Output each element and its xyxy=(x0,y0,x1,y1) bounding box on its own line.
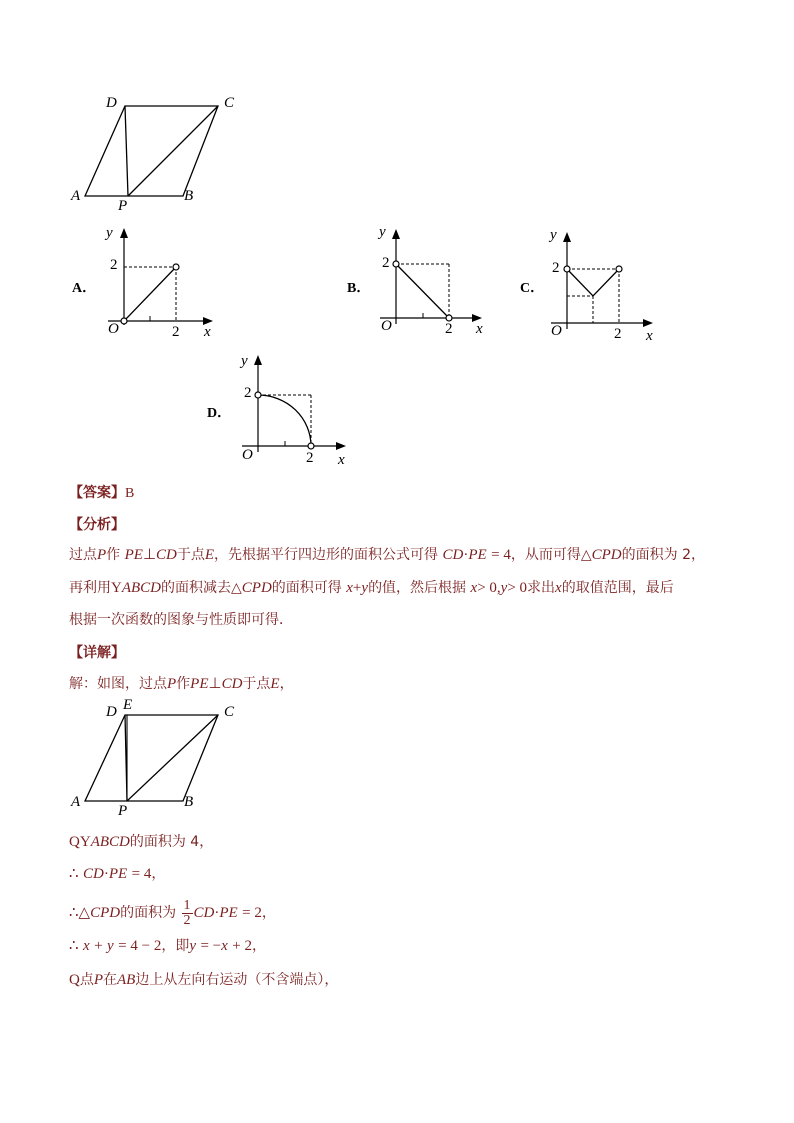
detail-step-1: QYABCD的面积为 4， xyxy=(69,834,214,850)
option-c-y-tick: 2 xyxy=(552,260,560,276)
option-d[interactable] xyxy=(205,350,365,470)
option-d-label: D． xyxy=(207,406,232,421)
detail-step-4: ∴ x + y = 4 − 2，即y = −x + 2， xyxy=(69,938,266,954)
label-a: A xyxy=(71,188,81,204)
fraction-one-half: $\frac{1}{2}$ xyxy=(183,897,191,928)
option-b-y-label: y xyxy=(379,224,386,240)
option-b-origin: O xyxy=(381,318,392,334)
option-d-origin: O xyxy=(242,447,253,463)
label-c2: C xyxy=(224,704,235,720)
option-c-y-label: y xyxy=(550,227,557,243)
option-b-x-tick: 2 xyxy=(445,321,453,337)
label-e2: E xyxy=(123,697,133,713)
option-a-y-label: y xyxy=(106,225,113,241)
option-c-origin: O xyxy=(551,323,562,339)
detail-step-2: ∴ CD·PE = 4， xyxy=(69,866,166,882)
analysis-line-3: 根据一次函数的图象与性质即可得． xyxy=(69,612,293,628)
analysis-tag: 【分析】 xyxy=(69,517,125,533)
detail-step-5: Q点P在AB边上从左向右运动（不含端点）， xyxy=(69,972,339,988)
option-d-y-label: y xyxy=(241,353,248,369)
answer-tag: 【答案】 xyxy=(69,485,125,501)
label-d: D xyxy=(106,95,117,111)
option-d-x-label: x xyxy=(338,452,345,468)
figure-parallelogram xyxy=(60,90,260,220)
label-a2: A xyxy=(71,794,81,810)
option-b-x-label: x xyxy=(476,321,483,337)
figure-parallelogram-with-e xyxy=(60,698,260,828)
analysis-line-1: 过点P作 PE⊥CD于点E，先根据平行四边形的面积公式可得 CD·PE = 4，从而可得△CPD的面积为 2， xyxy=(69,547,705,563)
analysis-line-2: 再利用YABCD的面积减去△CPD的面积可得 x+y的值，然后根据 x> 0,y> 0求出x的取值范围，最后 xyxy=(69,580,674,596)
option-d-x-tick: 2 xyxy=(306,450,314,466)
option-c-x-tick: 2 xyxy=(614,326,622,342)
option-a-y-tick: 2 xyxy=(110,257,118,273)
label-c: C xyxy=(224,95,235,111)
label-p2: P xyxy=(118,803,128,819)
option-b-label: B． xyxy=(347,281,371,296)
label-p: P xyxy=(118,198,128,214)
option-d-y-tick: 2 xyxy=(244,385,252,401)
detail-step-3: ∴△CPD的面积为 $\frac{1}{2}$ CD·PE = 2， xyxy=(69,897,276,928)
option-a-x-label: x xyxy=(204,324,211,340)
label-d2: D xyxy=(106,704,117,720)
option-a-label: A． xyxy=(72,281,97,296)
answer-value: B xyxy=(125,486,135,501)
answer-line xyxy=(69,482,134,502)
label-b: B xyxy=(184,188,194,204)
detail-line-1: 解：如图，过点P作PE⊥CD于点E， xyxy=(69,676,294,692)
option-b[interactable] xyxy=(345,222,505,342)
label-b2: B xyxy=(184,794,194,810)
option-a-x-tick: 2 xyxy=(172,324,180,340)
option-a-origin: O xyxy=(108,321,119,337)
option-b-y-tick: 2 xyxy=(382,255,390,271)
option-c-graph xyxy=(518,225,678,345)
option-c-label: C． xyxy=(520,281,545,296)
option-c[interactable] xyxy=(518,225,678,345)
option-a[interactable] xyxy=(70,225,230,345)
detail-tag: 【详解】 xyxy=(69,645,125,661)
option-c-x-label: x xyxy=(646,328,653,344)
